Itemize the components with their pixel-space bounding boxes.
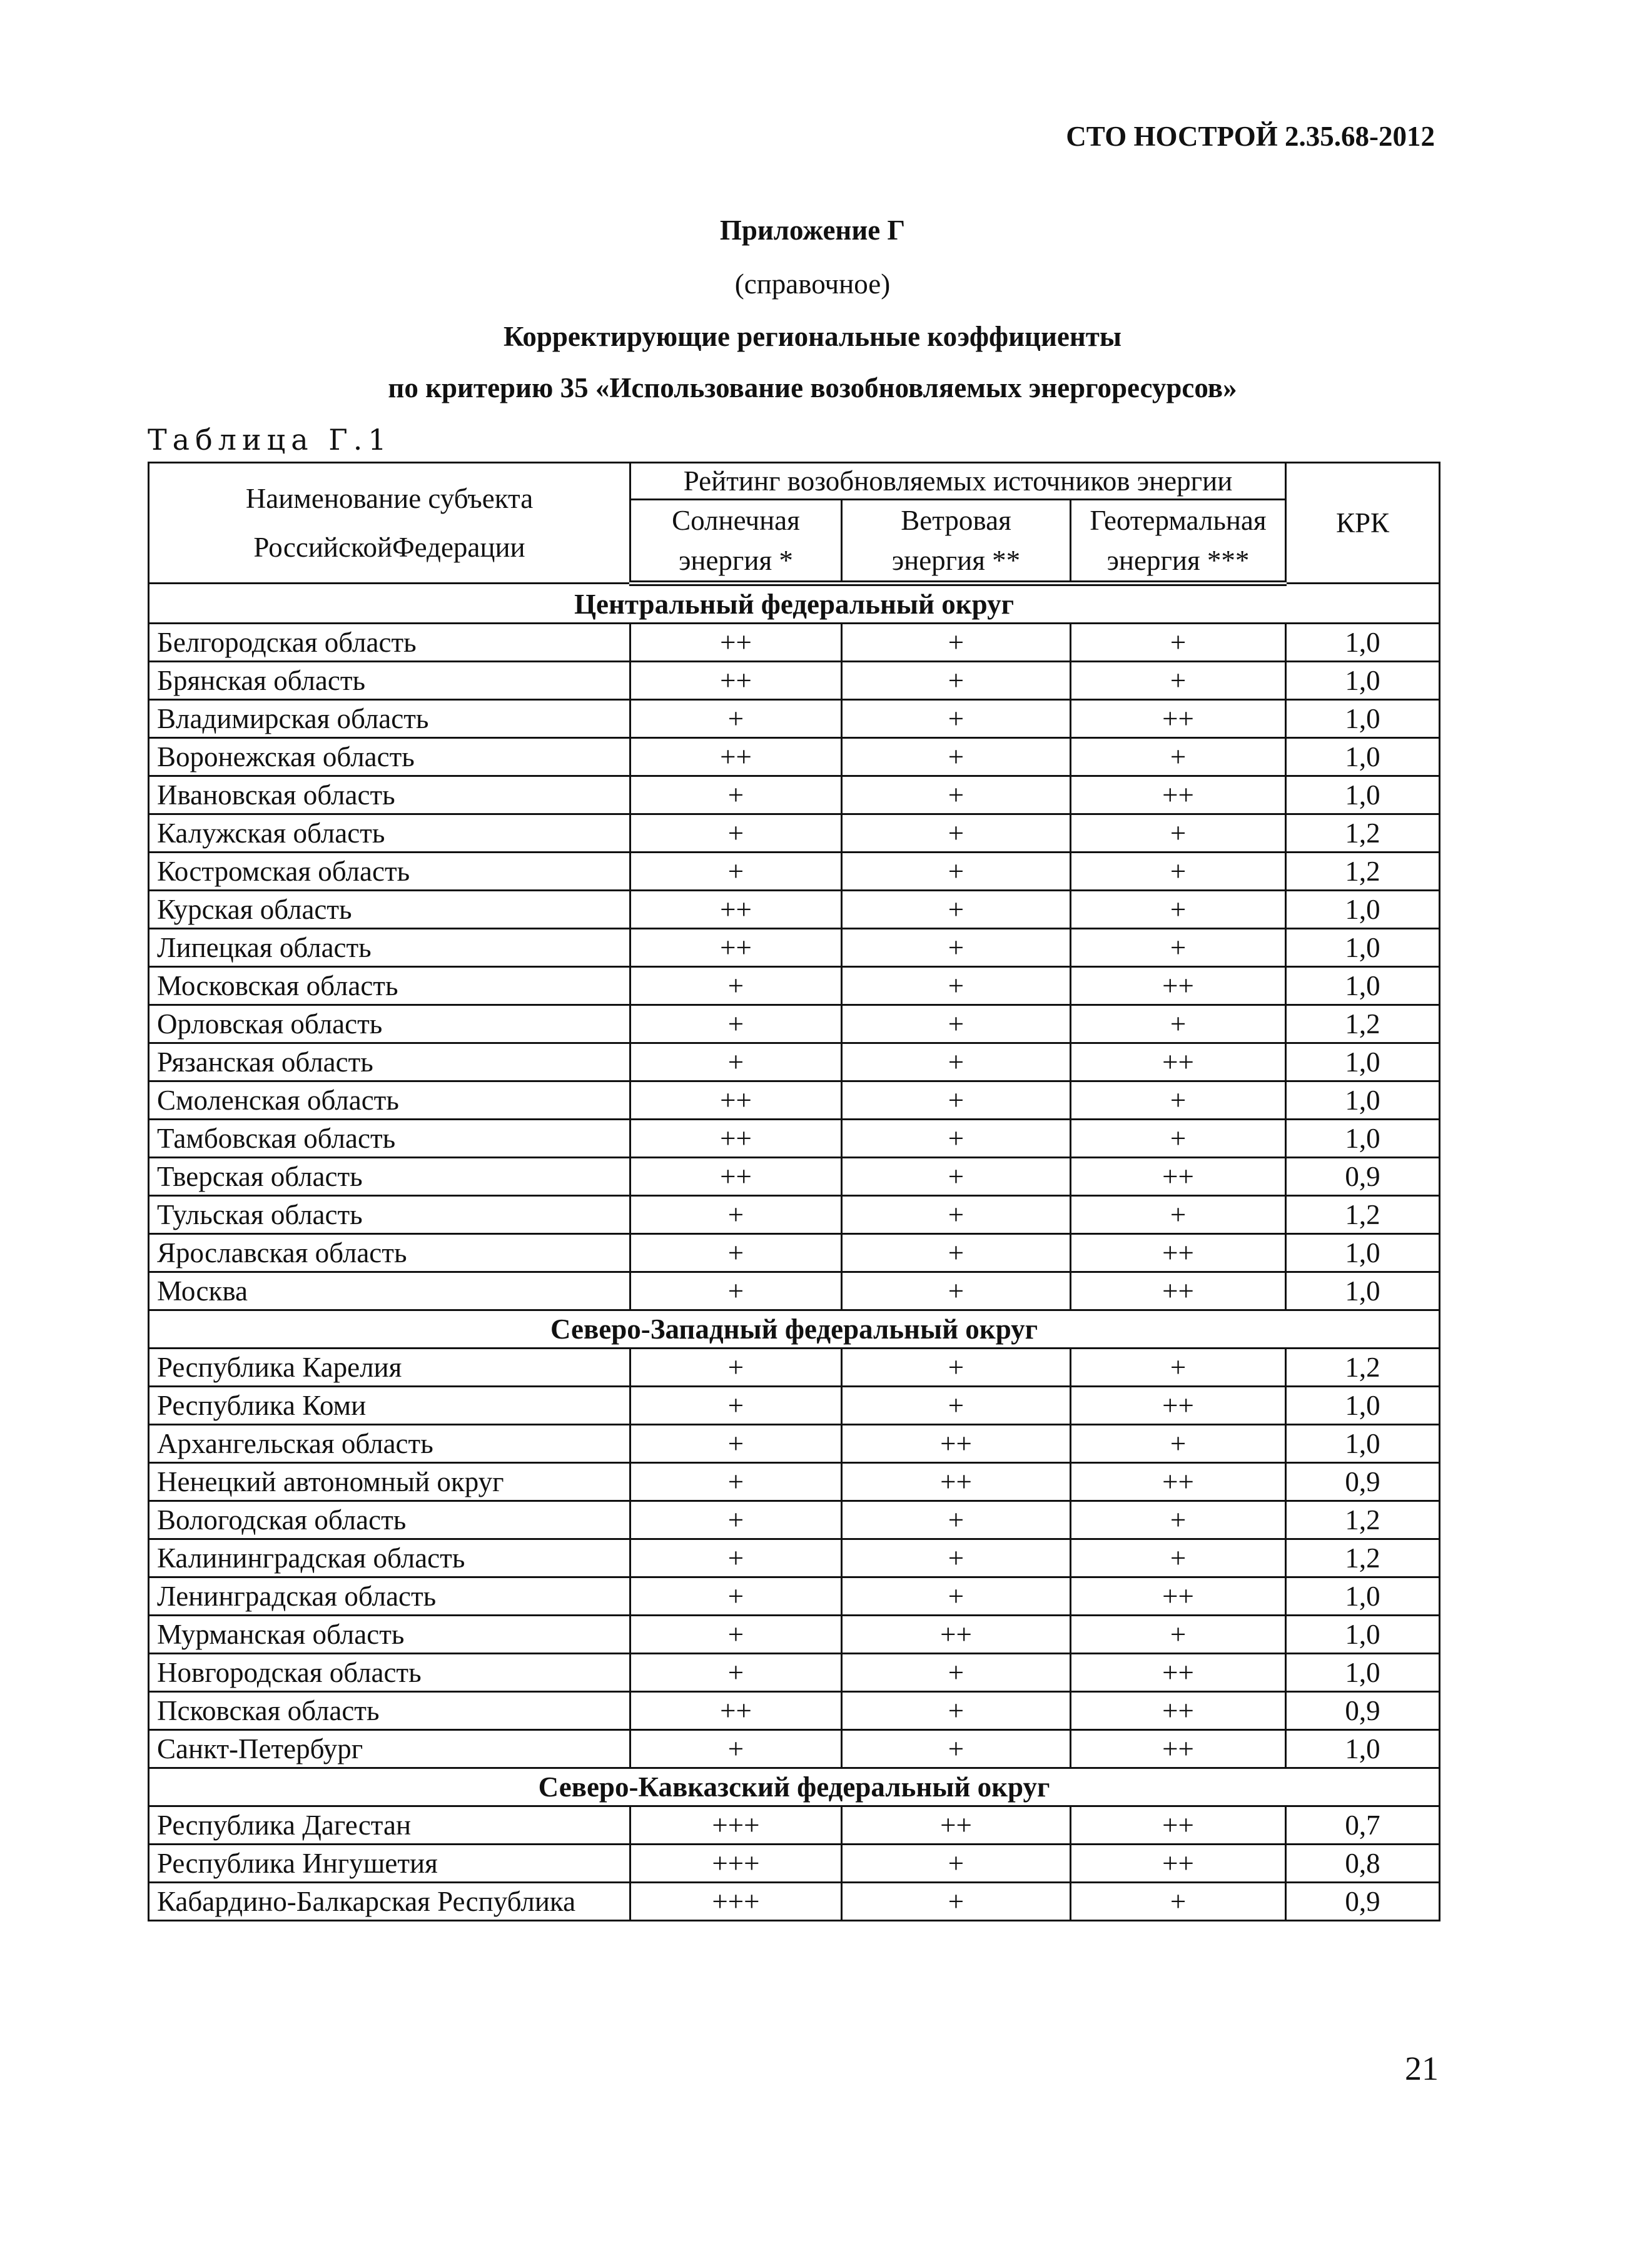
solar-rating: + [630, 853, 842, 891]
geo-rating: ++ [1071, 1730, 1286, 1768]
geo-rating: + [1071, 929, 1286, 967]
table-row [149, 891, 1440, 929]
region-name: Ненецкий автономный округ [149, 1463, 630, 1501]
geo-rating: ++ [1071, 1272, 1286, 1310]
wind-rating: ++ [842, 1806, 1071, 1845]
region-name: Вологодская область [149, 1501, 630, 1539]
table-row [149, 776, 1440, 814]
solar-rating: + [630, 1425, 842, 1463]
krk-value: 1,0 [1286, 624, 1440, 662]
wind-rating: + [842, 1043, 1071, 1081]
table-row [149, 1081, 1440, 1120]
wind-rating: + [842, 700, 1071, 738]
table-row [149, 1616, 1440, 1654]
geo-rating: ++ [1071, 1234, 1286, 1272]
geo-rating: ++ [1071, 1463, 1286, 1501]
krk-value: 0,9 [1286, 1883, 1440, 1921]
table-row [149, 1120, 1440, 1158]
table-row [149, 1845, 1440, 1883]
krk-value: 1,0 [1286, 967, 1440, 1005]
krk-value: 1,0 [1286, 1081, 1440, 1120]
solar-rating: ++ [630, 1158, 842, 1196]
appendix-subtitle: (справочное) [734, 268, 891, 300]
geo-rating: ++ [1071, 1654, 1286, 1692]
region-name: Республика Карелия [149, 1349, 630, 1387]
table-row [149, 624, 1440, 662]
krk-value: 1,0 [1286, 929, 1440, 967]
region-name: Мурманская область [149, 1616, 630, 1654]
krk-value: 0,8 [1286, 1845, 1440, 1883]
table-row [149, 814, 1440, 853]
krk-value: 1,0 [1286, 662, 1440, 700]
geo-rating: + [1071, 1196, 1286, 1234]
geo-rating: + [1071, 1349, 1286, 1387]
solar-rating: + [630, 1387, 842, 1425]
region-name: Липецкая область [149, 929, 630, 967]
solar-rating: +++ [630, 1845, 842, 1883]
header-solar-line1: Солнечная [630, 500, 842, 541]
geo-rating: ++ [1071, 700, 1286, 738]
krk-value: 0,9 [1286, 1158, 1440, 1196]
table-row [149, 738, 1440, 776]
region-name: Ярославская область [149, 1234, 630, 1272]
table-row [149, 1654, 1440, 1692]
solar-rating: + [630, 1043, 842, 1081]
wind-rating: + [842, 1730, 1071, 1768]
geo-rating: ++ [1071, 1387, 1286, 1425]
krk-value: 1,2 [1286, 1349, 1440, 1387]
krk-value: 1,2 [1286, 1539, 1440, 1577]
header-krk: КРК [1286, 463, 1440, 584]
table-row [149, 929, 1440, 967]
table-row [149, 1387, 1440, 1425]
geo-rating: ++ [1071, 1158, 1286, 1196]
region-name: Республика Дагестан [149, 1806, 630, 1845]
region-name: Ленинградская область [149, 1577, 630, 1616]
header-wind-line1: Ветровая [842, 500, 1071, 541]
region-name: Белгородская область [149, 624, 630, 662]
wind-rating: + [842, 776, 1071, 814]
table-row [149, 1005, 1440, 1043]
krk-value: 1,0 [1286, 1272, 1440, 1310]
wind-rating: + [842, 1692, 1071, 1730]
geo-rating: ++ [1071, 967, 1286, 1005]
geo-rating: + [1071, 1539, 1286, 1577]
region-name: Кабардино-Балкарская Республика [149, 1883, 630, 1921]
solar-rating: ++ [630, 624, 842, 662]
wind-rating: + [842, 1349, 1071, 1387]
table-row [149, 1158, 1440, 1196]
geo-rating: + [1071, 624, 1286, 662]
geo-rating: + [1071, 1501, 1286, 1539]
geo-rating: + [1071, 662, 1286, 700]
geo-rating: + [1071, 1005, 1286, 1043]
geo-rating: ++ [1071, 1806, 1286, 1845]
table-row [149, 1806, 1440, 1845]
geo-rating: + [1071, 1883, 1286, 1921]
geo-rating: + [1071, 1425, 1286, 1463]
solar-rating: + [630, 814, 842, 853]
solar-rating: + [630, 1349, 842, 1387]
region-name: Воронежская область [149, 738, 630, 776]
region-name: Рязанская область [149, 1043, 630, 1081]
coefficients-table [148, 462, 1440, 1921]
region-name: Курская область [149, 891, 630, 929]
table-row [149, 1234, 1440, 1272]
region-name: Псковская область [149, 1692, 630, 1730]
solar-rating: + [630, 967, 842, 1005]
wind-rating: + [842, 1005, 1071, 1043]
krk-value: 1,0 [1286, 1616, 1440, 1654]
solar-rating: + [630, 1577, 842, 1616]
region-name: Республика Коми [149, 1387, 630, 1425]
solar-rating: + [630, 700, 842, 738]
table-row [149, 1463, 1440, 1501]
group-row [149, 1768, 1440, 1806]
krk-value: 1,0 [1286, 1577, 1440, 1616]
region-name: Новгородская область [149, 1654, 630, 1692]
wind-rating: + [842, 1081, 1071, 1120]
document-code: СТО НОСТРОЙ 2.35.68-2012 [1066, 121, 1435, 152]
solar-rating: + [630, 776, 842, 814]
geo-rating: ++ [1071, 1692, 1286, 1730]
solar-rating: + [630, 1730, 842, 1768]
region-name: Орловская область [149, 1005, 630, 1043]
region-name: Московская область [149, 967, 630, 1005]
district-title: Северо-Западный федеральный округ [149, 1310, 1440, 1349]
krk-value: 1,2 [1286, 1501, 1440, 1539]
table-row [149, 1425, 1440, 1463]
solar-rating: + [630, 1463, 842, 1501]
geo-rating: + [1071, 891, 1286, 929]
wind-rating: + [842, 1883, 1071, 1921]
krk-value: 1,0 [1286, 1043, 1440, 1081]
krk-value: 1,0 [1286, 1120, 1440, 1158]
wind-rating: ++ [842, 1463, 1071, 1501]
krk-value: 0,9 [1286, 1463, 1440, 1501]
krk-value: 0,9 [1286, 1692, 1440, 1730]
wind-rating: + [842, 624, 1071, 662]
region-name: Калужская область [149, 814, 630, 853]
wind-rating: + [842, 929, 1071, 967]
group-row [149, 584, 1440, 624]
geo-rating: ++ [1071, 1577, 1286, 1616]
wind-rating: + [842, 1845, 1071, 1883]
solar-rating: +++ [630, 1883, 842, 1921]
wind-rating: + [842, 1120, 1071, 1158]
region-name: Тульская область [149, 1196, 630, 1234]
wind-rating: + [842, 853, 1071, 891]
table-label: Таблица Г.1 [148, 423, 392, 457]
solar-rating: ++ [630, 1120, 842, 1158]
solar-rating: +++ [630, 1806, 842, 1845]
table-row [149, 1577, 1440, 1616]
group-row [149, 1310, 1440, 1349]
region-name: Костромская область [149, 853, 630, 891]
region-name: Москва [149, 1272, 630, 1310]
table-row [149, 1196, 1440, 1234]
region-name: Тверская область [149, 1158, 630, 1196]
table-body [149, 584, 1440, 1921]
table-row [149, 853, 1440, 891]
solar-rating: ++ [630, 891, 842, 929]
header-subject-line1: Наименование субъекта [245, 482, 534, 514]
wind-rating: + [842, 814, 1071, 853]
table-row [149, 1349, 1440, 1387]
krk-value: 1,0 [1286, 891, 1440, 929]
krk-value: 1,0 [1286, 700, 1440, 738]
geo-rating: + [1071, 1120, 1286, 1158]
wind-rating: + [842, 1654, 1071, 1692]
table-row [149, 662, 1440, 700]
geo-rating: ++ [1071, 776, 1286, 814]
region-name: Республика Ингушетия [149, 1845, 630, 1883]
krk-value: 1,2 [1286, 853, 1440, 891]
table-row [149, 700, 1440, 738]
solar-rating: ++ [630, 929, 842, 967]
district-title: Северо-Кавказский федеральный округ [149, 1768, 1440, 1806]
region-name: Тамбовская область [149, 1120, 630, 1158]
geo-rating: + [1071, 738, 1286, 776]
region-name: Смоленская область [149, 1081, 630, 1120]
krk-value: 1,0 [1286, 1425, 1440, 1463]
wind-rating: + [842, 1158, 1071, 1196]
region-name: Брянская область [149, 662, 630, 700]
solar-rating: ++ [630, 738, 842, 776]
solar-rating: + [630, 1654, 842, 1692]
solar-rating: + [630, 1616, 842, 1654]
wind-rating: ++ [842, 1616, 1071, 1654]
table-row [149, 1883, 1440, 1921]
table-row [149, 1501, 1440, 1539]
krk-value: 1,0 [1286, 1730, 1440, 1768]
appendix-title: Приложение Г [719, 215, 906, 246]
wind-rating: + [842, 1539, 1071, 1577]
region-name: Архангельская область [149, 1425, 630, 1463]
krk-value: 1,2 [1286, 1196, 1440, 1234]
header-wind-line2: энергия ** [842, 540, 1071, 584]
header-subject [149, 463, 630, 584]
krk-value: 1,0 [1286, 776, 1440, 814]
region-name: Владимирская область [149, 700, 630, 738]
wind-rating: + [842, 738, 1071, 776]
solar-rating: ++ [630, 662, 842, 700]
wind-rating: + [842, 1234, 1071, 1272]
table-row [149, 1043, 1440, 1081]
table-row [149, 1692, 1440, 1730]
table-row [149, 1539, 1440, 1577]
solar-rating: + [630, 1234, 842, 1272]
solar-rating: + [630, 1272, 842, 1310]
solar-rating: + [630, 1539, 842, 1577]
krk-value: 1,0 [1286, 1234, 1440, 1272]
geo-rating: ++ [1071, 1845, 1286, 1883]
wind-rating: + [842, 967, 1071, 1005]
geo-rating: + [1071, 814, 1286, 853]
solar-rating: + [630, 1196, 842, 1234]
header-geo-line1: Геотермальная [1071, 500, 1286, 541]
table-row [149, 1272, 1440, 1310]
wind-rating: ++ [842, 1425, 1071, 1463]
solar-rating: + [630, 1501, 842, 1539]
wind-rating: + [842, 1577, 1071, 1616]
geo-rating: + [1071, 1081, 1286, 1120]
header-geo-line2: энергия *** [1071, 540, 1286, 584]
wind-rating: + [842, 891, 1071, 929]
appendix-heading-line1: Корректирующие региональные коэффициенты [503, 321, 1122, 352]
wind-rating: + [842, 662, 1071, 700]
krk-value: 1,0 [1286, 1654, 1440, 1692]
table-row [149, 967, 1440, 1005]
wind-rating: + [842, 1501, 1071, 1539]
region-name: Ивановская область [149, 776, 630, 814]
wind-rating: + [842, 1272, 1071, 1310]
krk-value: 1,0 [1286, 1387, 1440, 1425]
solar-rating: ++ [630, 1081, 842, 1120]
district-title: Центральный федеральный округ [149, 584, 1440, 624]
solar-rating: + [630, 1005, 842, 1043]
krk-value: 0,7 [1286, 1806, 1440, 1845]
region-name: Калининградская область [149, 1539, 630, 1577]
region-name: Санкт-Петербург [149, 1730, 630, 1768]
krk-value: 1,2 [1286, 1005, 1440, 1043]
page-number: 21 [1405, 2050, 1439, 2087]
wind-rating: + [842, 1387, 1071, 1425]
geo-rating: + [1071, 1616, 1286, 1654]
geo-rating: ++ [1071, 1043, 1286, 1081]
solar-rating: ++ [630, 1692, 842, 1730]
krk-value: 1,2 [1286, 814, 1440, 853]
header-subject-line2: РоссийскойФедерации [253, 532, 525, 564]
header-solar-line2: энергия * [630, 540, 842, 584]
header-rating: Рейтинг возобновляемых источников энергии [630, 463, 1286, 500]
appendix-heading-line2: по критерию 35 «Использование возобновляемых энергоресурсов» [388, 372, 1237, 403]
krk-value: 1,0 [1286, 738, 1440, 776]
table-row [149, 1730, 1440, 1768]
geo-rating: + [1071, 853, 1286, 891]
wind-rating: + [842, 1196, 1071, 1234]
